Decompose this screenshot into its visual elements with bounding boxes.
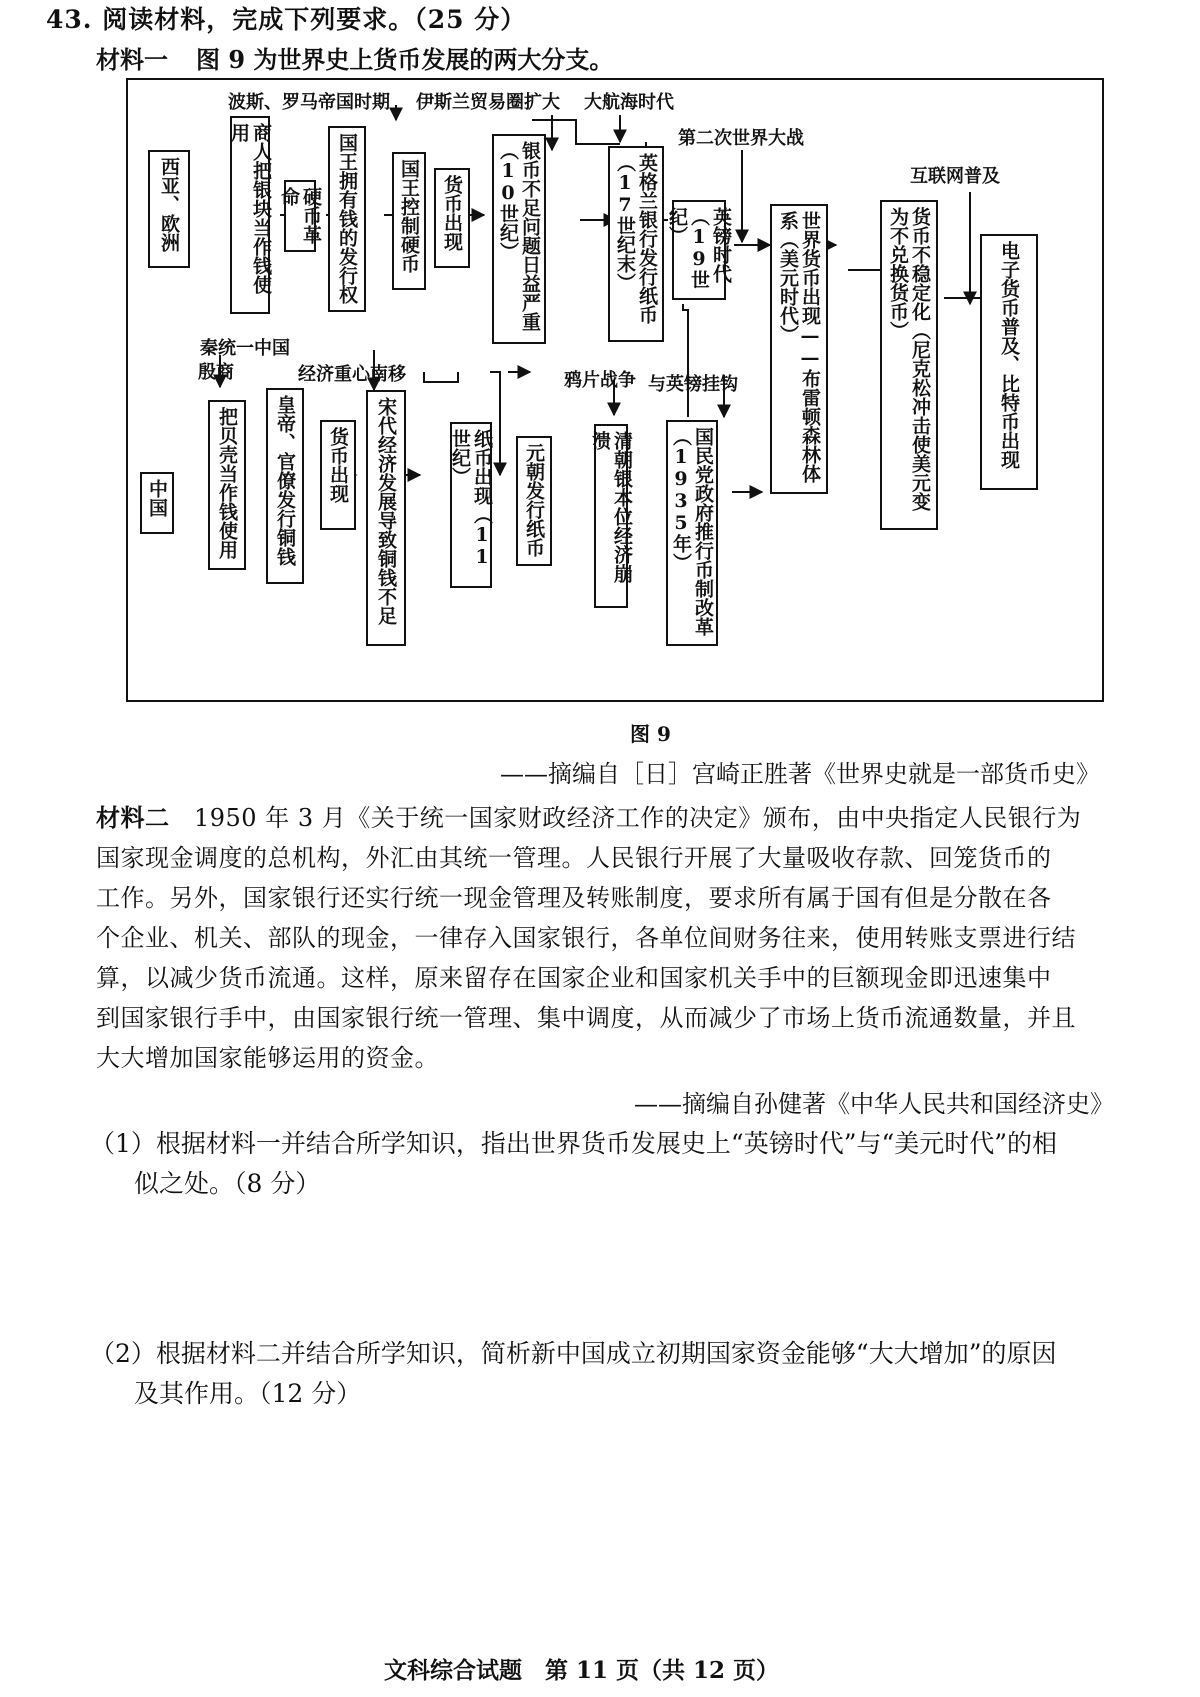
region-west: 西亚、欧洲 [148, 150, 190, 268]
region-china: 中国 [140, 472, 174, 534]
west-box-1: 商人把银块当作钱使用 [230, 116, 270, 314]
material2-line-6: 到国家银行手中，由国家银行统一管理、集中调度，从而减少了市场上货币流通数量，并且 [96, 1004, 1076, 1032]
material1-tag: 材料一 [96, 45, 168, 74]
material2-line-3: 工作。另外，国家银行还实行统一现金管理及转账制度，要求所有属于国有但是分散在各 [96, 884, 1052, 912]
west-box-8: 英镑时代（19世纪） [672, 200, 726, 300]
china-label-1: 秦统一中国 [200, 338, 290, 359]
west-label-3: 大航海时代 [584, 92, 674, 113]
west-box-11: 电子货币普及、比特币出现 [980, 234, 1038, 490]
figure-caption: 图 9 [630, 722, 671, 746]
material2-line-5: 算，以减少货币流通。这样，原来留存在国家企业和国家机关手中的巨额现金即迅速集中 [96, 964, 1052, 992]
west-box-6: 银币不足问题日益严重（10世纪） [492, 134, 546, 344]
china-label-4: 鸦片战争 [564, 370, 636, 391]
west-box-9: 世界货币出现——布雷顿森林体系（美元时代） [770, 204, 828, 494]
china-box-8: 国民党政府推行币制改革（1935年） [666, 420, 718, 646]
china-label-3: 经济重心南移 [298, 364, 406, 385]
material2-line-7: 大大增加国家能够运用的资金。 [96, 1044, 439, 1072]
china-box-6: 元朝发行纸币 [516, 436, 552, 566]
question-2-line-2: 及其作用。（12 分） [134, 1379, 362, 1408]
west-box-2: 硬币革命 [284, 180, 316, 252]
material2-line-2: 国家现金调度的总机构，外汇由其统一管理。人民银行开展了大量吸收存款、回笼货币的 [96, 844, 1052, 872]
west-label-2: 伊斯兰贸易圈扩大 [416, 92, 560, 113]
china-box-5: 纸币出现（11世纪） [450, 422, 492, 588]
china-label-5: 与英镑挂钩 [648, 374, 738, 395]
china-box-3: 货币出现 [320, 420, 356, 530]
question-2-line-1: （2）根据材料二并结合所学知识，简析新中国成立初期国家资金能够“大大增加”的原因 [90, 1339, 1057, 1368]
material1-text: 图 9 为世界史上货币发展的两大分支。 [196, 45, 614, 74]
currency-flow-diagram [126, 78, 1104, 702]
china-box-1: 把贝壳当作钱使用 [208, 400, 246, 570]
china-box-7: 清朝银本位经济崩溃 [594, 424, 628, 608]
west-box-7: 英格兰银行发行纸币（17世纪末） [608, 146, 664, 342]
material1-heading [96, 40, 613, 75]
west-label-4: 第二次世界大战 [678, 128, 804, 149]
question-title: 43. 阅读材料，完成下列要求。（25 分） [46, 5, 527, 34]
material2-line-1: 材料二 1950 年 3 月《关于统一国家财政经济工作的决定》颁布，由中央指定人民银行为 [96, 803, 1082, 832]
material2-line-4: 个企业、机关、部队的现金，一律存入国家银行，各单位间财务往来，使用转账支票进行结 [96, 924, 1076, 952]
west-label-5: 互联网普及 [910, 166, 1000, 187]
west-box-5: 货币出现 [434, 168, 470, 268]
west-box-10: 货币不稳定化（尼克松冲击使美元变为不兑换货币） [880, 200, 938, 530]
source-2: ——摘编自孙健著《中华人民共和国经济史》 [634, 1090, 1114, 1118]
west-box-3: 国王拥有钱的发行权 [328, 126, 366, 312]
china-box-4: 宋代经济发展导致铜钱不足 [366, 390, 406, 646]
question-1-line-1: （1）根据材料一并结合所学知识，指出世界货币发展史上“英镑时代”与“美元时代”的相 [90, 1129, 1058, 1158]
source-1: ——摘编自［日］宫崎正胜著《世界史就是一部货币史》 [500, 760, 1100, 788]
west-box-4: 国王控制硬币 [392, 152, 426, 290]
china-box-2: 皇帝、官僚发行铜钱 [266, 388, 304, 584]
west-label-1: 波斯、罗马帝国时期 [228, 92, 390, 113]
page-footer: 文科综合试题 第 11 页（共 12 页） [384, 1657, 780, 1684]
china-label-2: 殷商 [198, 362, 234, 383]
question-1-line-2: 似之处。（8 分） [134, 1169, 321, 1198]
material2-tag: 材料二 [96, 803, 170, 832]
